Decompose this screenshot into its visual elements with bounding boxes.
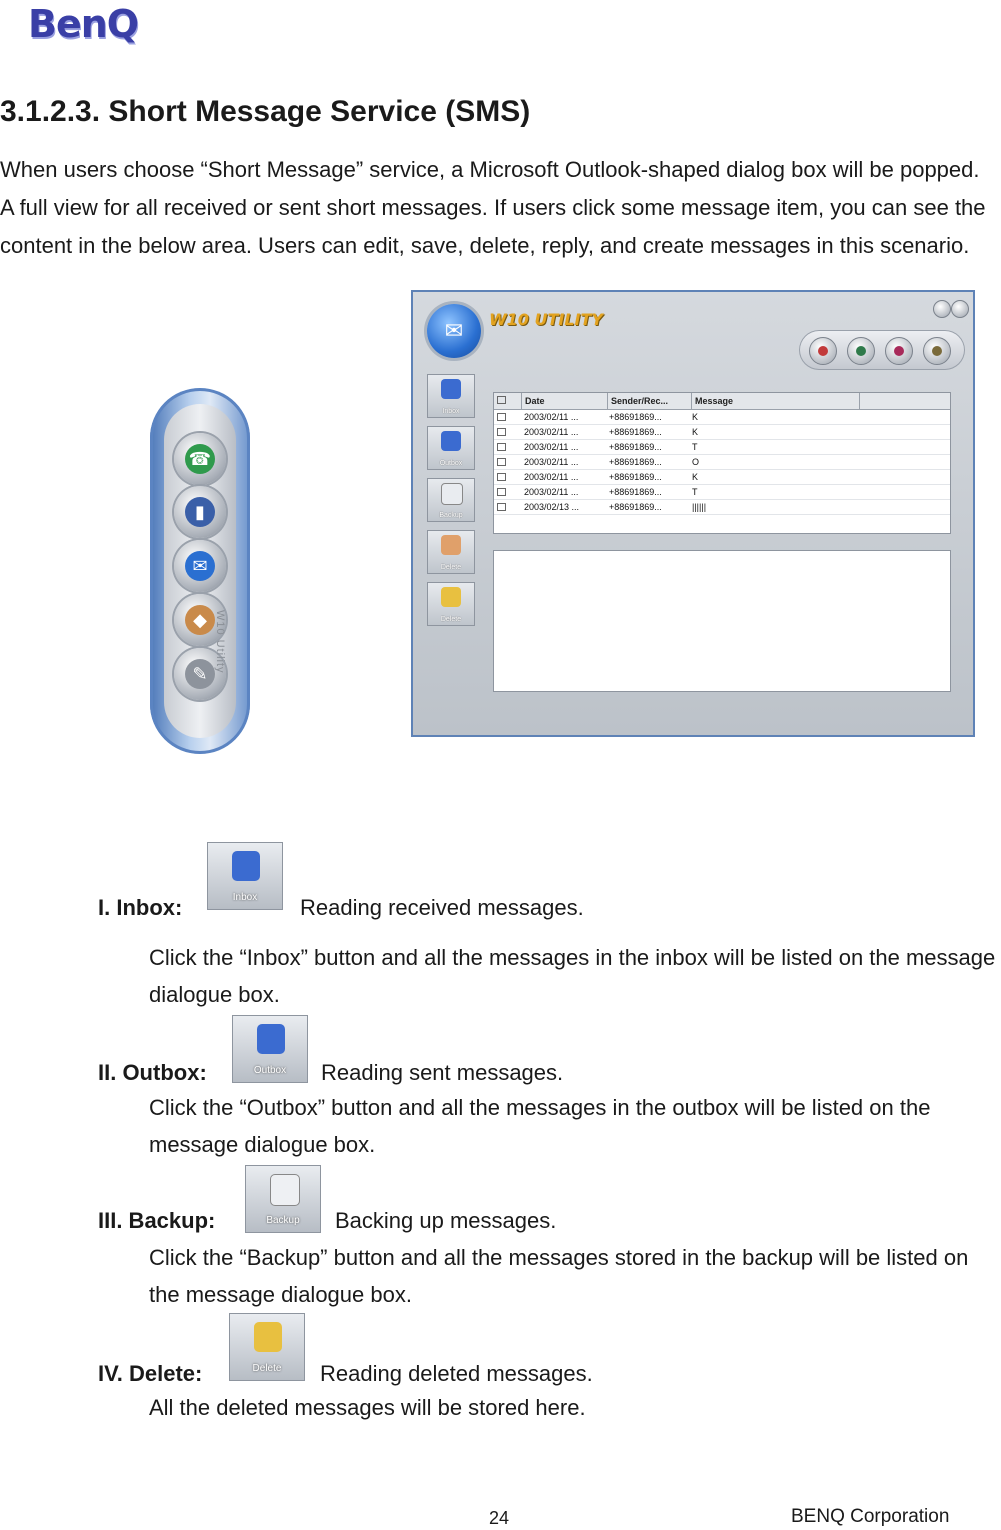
row-sender: +88691869...: [609, 427, 662, 437]
row-sender: +88691869...: [609, 487, 662, 497]
row-date: 2003/02/11 ...: [524, 412, 579, 422]
delete-message-button[interactable]: [923, 337, 951, 365]
toolbar-vertical-label: W10 Utility: [214, 610, 226, 674]
trash-can-icon: [254, 1322, 282, 1352]
save-message-button[interactable]: [847, 337, 875, 365]
sidebar-button-trash[interactable]: [427, 582, 475, 626]
item-inbox-label: I. Inbox:: [98, 895, 183, 920]
new-icon: [818, 346, 828, 356]
row-date: 2003/02/11 ...: [524, 487, 579, 497]
checkbox-icon: [497, 443, 506, 451]
item-delete-description: All the deleted messages will be stored here.: [149, 1395, 586, 1420]
item-outbox-description: Click the “Outbox” button and all the messages in the outbox will be listed on the message dialogue box.: [149, 1095, 931, 1157]
message-row[interactable]: [494, 485, 950, 500]
row-message: K: [692, 472, 699, 482]
message-row[interactable]: [494, 470, 950, 485]
checkbox-icon: [497, 428, 506, 436]
row-sender: +88691869...: [609, 472, 662, 482]
checkbox-icon: [497, 503, 506, 511]
row-date: 2003/02/11 ...: [524, 427, 579, 437]
inbox-button-illustration: [207, 842, 283, 910]
delete-icon-label: Delete: [252, 1363, 282, 1374]
w10-utility-window: [411, 290, 975, 737]
row-checkbox[interactable]: [494, 425, 521, 439]
sidebar-label-backup: Backup: [439, 512, 463, 519]
sidebar-label-inbox: Inbox: [442, 408, 460, 415]
toolbar-button-sms[interactable]: [174, 540, 226, 592]
reply-icon: [894, 346, 904, 356]
reply-message-button[interactable]: [885, 337, 913, 365]
phone-icon: ☎: [185, 444, 215, 474]
row-message: T: [692, 487, 698, 497]
backup-icon-label: Backup: [266, 1215, 300, 1226]
row-message: T: [692, 442, 698, 452]
toolbar-button-phonebook[interactable]: [174, 486, 226, 538]
checkbox-icon: [497, 396, 506, 404]
backup-button-illustration: [245, 1165, 321, 1233]
window-action-toolbar: [799, 330, 965, 370]
eraser-icon: ◆: [185, 605, 215, 635]
row-message: ||||||: [692, 502, 707, 512]
message-row[interactable]: [494, 440, 950, 455]
row-date: 2003/02/13 ...: [524, 502, 580, 512]
message-list-header: [494, 393, 950, 410]
page-number: 24: [489, 1508, 510, 1528]
phonebook-icon: ▮: [185, 497, 215, 527]
row-date: 2003/02/11 ...: [524, 442, 579, 452]
item-outbox-title: [98, 1058, 207, 1088]
item-outbox-label: II. Outbox:: [98, 1060, 207, 1085]
row-sender: +88691869...: [609, 502, 662, 512]
inbox-icon: [441, 379, 461, 399]
message-row[interactable]: [494, 500, 950, 515]
item-inbox-summary: Reading received messages.: [300, 895, 584, 920]
utility-toolbar-widget: [150, 388, 250, 754]
row-message: K: [692, 412, 699, 422]
minimize-icon[interactable]: [933, 300, 951, 318]
checkbox-icon: [497, 488, 506, 496]
row-checkbox[interactable]: [494, 470, 521, 484]
message-rows: [494, 410, 950, 515]
message-row[interactable]: [494, 455, 950, 470]
message-row[interactable]: [494, 425, 950, 440]
row-message: O: [692, 457, 700, 467]
item-backup-description: Click the “Backup” button and all the messages stored in the backup will be listed on the message dialogue box.: [149, 1245, 969, 1307]
row-checkbox[interactable]: [494, 500, 521, 514]
sidebar-button-outbox[interactable]: [427, 426, 475, 470]
sidebar-button-backup[interactable]: [427, 478, 475, 522]
row-message: K: [692, 427, 699, 437]
row-date: 2003/02/11 ...: [524, 472, 579, 482]
row-sender: +88691869...: [609, 457, 662, 467]
column-header-check[interactable]: [494, 393, 522, 409]
trash-icon: [932, 346, 942, 356]
trash-can-icon: [441, 587, 461, 607]
row-checkbox[interactable]: [494, 440, 521, 454]
sidebar-label-trash: Delete: [440, 616, 462, 623]
benq-logo: BenQ: [28, 2, 139, 46]
checkbox-icon: [497, 473, 506, 481]
save-icon: [856, 346, 866, 356]
message-preview-pane[interactable]: [493, 550, 951, 692]
item-backup-title: [98, 1206, 215, 1236]
backup-icon: [270, 1174, 300, 1206]
toolbar-button-phone[interactable]: [174, 433, 226, 485]
sidebar-label-outbox: Outbox: [439, 460, 463, 467]
eraser-icon: [441, 535, 461, 555]
row-checkbox[interactable]: [494, 485, 521, 499]
outbox-icon: [441, 431, 461, 451]
item-outbox-summary: Reading sent messages.: [321, 1060, 564, 1085]
row-checkbox[interactable]: [494, 455, 521, 469]
outbox-button-illustration: [232, 1015, 308, 1083]
window-envelope-icon: ✉: [427, 304, 481, 358]
sidebar-label-delete: Delete: [440, 564, 462, 571]
outbox-icon-label: Outbox: [253, 1065, 287, 1076]
message-list[interactable]: [493, 392, 951, 534]
row-date: 2003/02/11 ...: [524, 457, 579, 467]
item-inbox-title: [98, 893, 182, 923]
item-backup-label: III. Backup:: [98, 1208, 216, 1233]
delete-button-illustration: [229, 1313, 305, 1381]
item-delete-title: [98, 1359, 202, 1389]
close-icon[interactable]: [951, 300, 969, 318]
column-header-sender[interactable]: Sender/Rec...: [608, 393, 692, 409]
intro-paragraph: [0, 151, 990, 265]
checkbox-icon: [497, 413, 506, 421]
backup-icon: [441, 483, 463, 505]
outbox-icon: [257, 1024, 285, 1054]
window-title: W10 UTILITY: [489, 310, 603, 329]
item-inbox-description: Click the “Inbox” button and all the messages in the inbox will be listed on the message dialogue box.: [149, 945, 996, 1007]
inbox-icon: [232, 851, 260, 881]
inbox-icon-label: Inbox: [232, 892, 258, 903]
section-title: 3.1.2.3. Short Message Service (SMS): [0, 95, 531, 128]
item-delete-summary: Reading deleted messages.: [320, 1361, 593, 1386]
envelope-icon: ✉: [185, 551, 215, 581]
item-delete-label: IV. Delete:: [98, 1361, 203, 1386]
wrench-icon: ✎: [185, 659, 215, 689]
sidebar-button-inbox[interactable]: [427, 374, 475, 418]
row-sender: +88691869...: [609, 442, 662, 452]
message-row[interactable]: [494, 410, 950, 425]
intro-text: When users choose “Short Message” service, a Microsoft Outlook-shaped dialog box will be popped. A full view for all received or sent short messages. If users click some message item, you can see the content in the below area. Users can edit, save, delete, reply, and create messages in this scenario.: [0, 157, 986, 258]
sidebar-button-delete[interactable]: [427, 530, 475, 574]
checkbox-icon: [497, 458, 506, 466]
column-header-message[interactable]: Message: [692, 393, 860, 409]
footer-company: BENQ Corporation: [791, 1506, 950, 1527]
new-message-button[interactable]: [809, 337, 837, 365]
item-backup-summary: Backing up messages.: [335, 1208, 557, 1233]
row-checkbox[interactable]: [494, 410, 521, 424]
row-sender: +88691869...: [609, 412, 662, 422]
column-header-date[interactable]: Date: [522, 393, 608, 409]
